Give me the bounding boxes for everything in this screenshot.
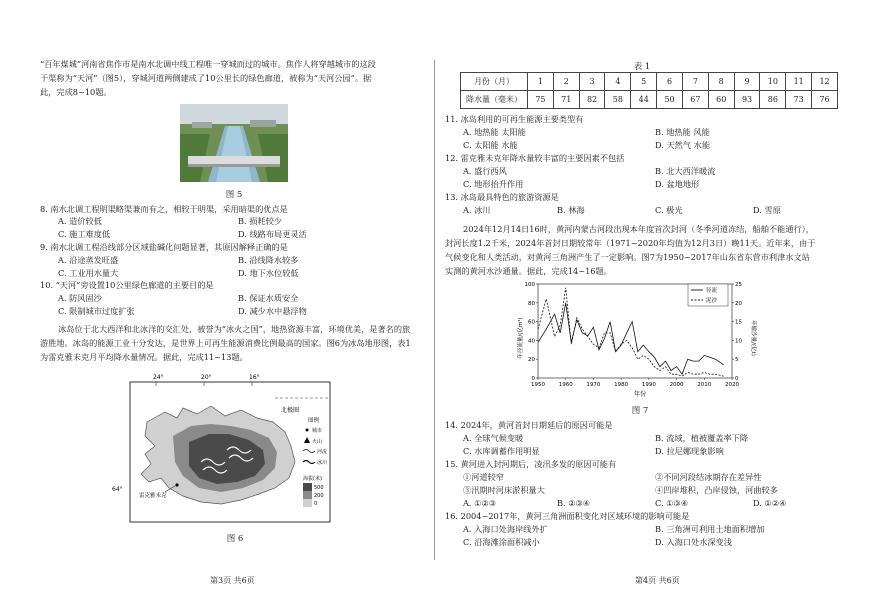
q8-option-b: B. 损耗较少	[238, 216, 282, 226]
rain-cell: 75	[528, 91, 554, 109]
legend-title: 图例	[308, 418, 320, 424]
y-right-tick-label: 10	[735, 338, 742, 345]
fig7-caption: 图 7	[631, 406, 649, 416]
q16-option-c: C. 沿海滩涂面积减小	[463, 537, 540, 547]
q15-item-1: ①河道较窄	[463, 472, 504, 482]
y-left-tick-label: 20	[528, 357, 535, 364]
q16-option-a: A. 入海口处海岸线外扩	[463, 524, 548, 534]
y-left-tick-label: 100	[524, 282, 535, 288]
q12-stem: 12. 雷克雅未克年降水量较丰富的主要因素不包括	[445, 153, 625, 163]
legend-elev-500: 500	[314, 485, 324, 491]
q14-option-c: C. 水库调蓄作用明显	[463, 446, 540, 456]
q16-stem: 16. 2004~2017年，黄河三角洲面积变化对区域环境的影响可能是	[445, 511, 690, 521]
intro1-line3: 此，完成8~10题。	[40, 87, 112, 97]
intro3-line1: 2024年12月14日16时，黄河内蒙古河段出现本年度首次封河（冬季河道冻结，船舶不能通行），	[463, 224, 814, 234]
month-cell: 7	[682, 73, 708, 91]
month-cell: 4	[605, 73, 631, 91]
q15-item-4: ④凹岸堆积，凸岸侵蚀，河曲较多	[655, 485, 778, 495]
q15-option-a: A. ①②③	[463, 498, 497, 508]
q15-option-c: C. ①③④	[655, 498, 689, 508]
month-cell: 5	[631, 73, 657, 91]
q9-option-d: D. 地下水位较低	[238, 268, 299, 278]
x-tick-label: 2020	[725, 382, 739, 388]
rain-cell: 60	[708, 91, 734, 109]
legend-glacier: 冰川	[317, 460, 328, 466]
q15-item-3: ③汛期时河床淤积量大	[463, 485, 545, 495]
rain-cell: 50	[657, 91, 683, 109]
q9-option-c: C. 工业用水量大	[58, 268, 119, 278]
q12-option-d: D. 盆地地形	[655, 179, 700, 189]
legend-elev-title: 海拔(米)	[303, 476, 322, 482]
legend-city: 城市	[312, 428, 323, 434]
q13-option-b: B. 林海	[557, 205, 585, 215]
q14-option-b: B. 流域，植被覆盖率下降	[655, 433, 749, 443]
rain-cell: 44	[631, 91, 657, 109]
rain-cell: 73	[786, 91, 812, 109]
city-marker	[175, 483, 178, 486]
intro1-line1: “百年煤城”河南省焦作市是南水北调中线工程唯一穿城而过的城市。焦作人将穿越城市的这段	[40, 59, 376, 69]
lon-label-16: 16°	[249, 374, 260, 381]
legend-elev-0: 0	[314, 501, 318, 507]
x-tick-label: 1950	[531, 382, 545, 388]
month-header: 月份（月）	[461, 73, 528, 91]
ylabel-left: 年径流量/(亿m³)	[518, 317, 524, 359]
rain-cell: 67	[682, 91, 708, 109]
x-tick-label: 1960	[558, 382, 573, 388]
left-page-footer: 第3页 共6页	[210, 576, 255, 585]
q11-stem: 11. 冰岛利用的可再生能源主要类型有	[445, 114, 584, 124]
legend-sediment: 泥沙	[706, 298, 718, 304]
month-cell: 3	[579, 73, 605, 91]
y-right-tick-label: 25	[735, 282, 742, 288]
month-cell: 2	[553, 73, 579, 91]
y-left-tick-label: 0	[531, 376, 535, 382]
table-row-rainfall	[461, 91, 838, 109]
rain-cell: 58	[605, 91, 631, 109]
rain-cell: 93	[734, 91, 760, 109]
arctic-circle-label: 北极圈	[281, 407, 300, 414]
q15-option-d: D. ①②④	[753, 498, 787, 508]
q10-option-a: A. 防风固沙	[58, 293, 102, 303]
y-right-tick-label: 20	[735, 300, 742, 307]
q8-option-c: C. 施工难度低	[58, 229, 111, 239]
runoff-series-line	[538, 303, 724, 374]
rain-cell: 86	[760, 91, 786, 109]
q10-stem: 10. “天河”旁设置10公里绿色廊道的主要目的是	[40, 280, 214, 290]
fig7-chart	[510, 278, 760, 398]
rainfall-table	[460, 72, 838, 109]
month-cell: 9	[734, 73, 760, 91]
fig5-caption: 图 5	[225, 190, 243, 200]
intro3-line3: 气候变化和人类活动，对黄河三角洲产生了一定影响。图7为1950~2017年山东省东营市利津水文站	[445, 252, 810, 262]
q8-option-d: D. 线路布局更灵活	[238, 229, 307, 239]
q13-option-d: D. 雪原	[753, 205, 781, 215]
y-left-tick-label: 60	[528, 319, 535, 326]
lon-label-24: 24°	[153, 374, 164, 381]
lon-label-20: 20°	[201, 374, 212, 381]
intro1-line2: 干渠称为“天河”（图5），穿城河道两侧建成了10公里长的绿色廊道，被称为“天河公园”。据	[40, 73, 372, 83]
q12-option-b: B. 北大西洋暖流	[655, 166, 716, 176]
q10-option-d: D. 减少水中悬浮物	[238, 306, 307, 316]
legend-elev-200: 200	[314, 493, 324, 499]
table-row-months	[461, 73, 838, 91]
intro2-line3: 为雷克雅未克月平均降水量情况。据此，完成11~13题。	[40, 352, 248, 362]
q14-option-d: D. 拉尼娜现象影响	[655, 446, 724, 456]
q12-option-c: C. 地形抬升作用	[463, 179, 524, 189]
fig5-canal-photo	[180, 104, 288, 182]
q14-stem: 14. 2024年，黄河首封日期延后的原因可能是	[445, 420, 613, 430]
q13-option-c: C. 极光	[655, 205, 683, 215]
y-right-tick-label: 5	[735, 357, 739, 364]
rain-cell: 82	[579, 91, 605, 109]
legend-river: 河流	[317, 449, 328, 455]
q9-option-a: A. 沿途蒸发旺盛	[58, 255, 119, 265]
right-page-footer: 第4页 共6页	[635, 576, 680, 585]
q12-option-a: A. 盛行西风	[463, 166, 507, 176]
legend-volcano: 火山	[312, 439, 323, 445]
x-tick-label: 2010	[697, 382, 712, 388]
legend	[688, 284, 728, 306]
month-cell: 10	[760, 73, 786, 91]
q15-option-b: B. ②③④	[557, 498, 591, 508]
intro2-line1: 冰岛位于北大西洋和北冰洋的交汇处，被誉为“冰火之国”，地热资源丰富，环境优美，是著名的旅	[58, 324, 411, 334]
q15-item-2: ②不同河段结冰期存在差异性	[655, 472, 762, 482]
q13-option-a: A. 冰川	[463, 205, 491, 215]
intro3-line4: 实测的黄河水沙通量。据此，完成14~16题。	[445, 266, 612, 276]
table1-title: 表 1	[633, 62, 651, 72]
q8-stem: 8. 南水北调工程明渠略渠兼而有之，相较于明渠，采用暗渠的优点是	[40, 204, 288, 214]
ylabel-right: 年输沙量/(亿t)	[750, 320, 756, 356]
legend-runoff: 径流	[706, 288, 718, 294]
y-right-tick-label: 15	[735, 319, 742, 326]
q13-stem: 13. 冰岛最具特色的旅游资源是	[445, 192, 559, 202]
q11-option-a: A. 地热能 太阳能	[463, 127, 526, 137]
x-tick-label: 2000	[669, 382, 684, 388]
fig6-caption: 图 6	[226, 534, 244, 544]
q9-stem: 9. 南水北调工程沿线部分区域盐碱化问题显著，其原因解释正确的是	[40, 242, 288, 252]
y-left-tick-label: 80	[528, 300, 535, 307]
intro3-line2: 封河长度1.2千米，2024年首封日期较常年（1971~2020年均值为12月3日）晚11天。近年来，由于	[445, 238, 816, 248]
q10-option-c: C. 限制城市过度扩张	[58, 306, 135, 316]
q16-option-d: D. 入海口处水深变浅	[655, 537, 732, 547]
q11-option-c: C. 太阳能 水能	[463, 140, 518, 150]
right-page	[435, 0, 870, 611]
month-cell: 12	[812, 73, 838, 91]
q9-option-b: B. 沿线降水较多	[238, 255, 299, 265]
month-cell: 11	[786, 73, 812, 91]
city-label: 雷克雅未克	[139, 493, 167, 499]
xlabel: 年份	[633, 391, 647, 398]
q15-stem: 15. 黄河进入封河期后，凌汛多发的原因可能有	[445, 459, 617, 469]
q10-option-b: B. 保证水质安全	[238, 293, 299, 303]
y-left-tick-label: 40	[528, 338, 535, 345]
rain-header: 降水量（毫米）	[461, 91, 528, 109]
lat-label-64: 64°	[112, 486, 123, 493]
y-right-tick-label: 0	[735, 376, 739, 382]
x-tick-label: 1980	[614, 382, 629, 388]
q14-option-a: A. 全球气候变暖	[463, 433, 524, 443]
fig6-iceland-map	[112, 370, 335, 528]
month-cell: 1	[528, 73, 554, 91]
rain-cell: 76	[812, 91, 838, 109]
month-cell: 8	[708, 73, 734, 91]
q16-option-b: B. 三角洲可利用土地面积增加	[655, 524, 765, 534]
q8-option-a: A. 造价较低	[58, 216, 102, 226]
rain-cell: 71	[553, 91, 579, 109]
q11-option-b: B. 地热能 风能	[655, 127, 710, 137]
intro2-line2: 游胜地。冰岛的能源工业十分发达，是世界上可再生能源消费比例最高的国家。图6为冰岛地形图，表1	[40, 338, 411, 348]
x-tick-label: 1990	[641, 382, 656, 388]
month-cell: 6	[657, 73, 683, 91]
q11-option-d: D. 天然气 水能	[655, 140, 711, 150]
x-tick-label: 1970	[586, 382, 601, 388]
